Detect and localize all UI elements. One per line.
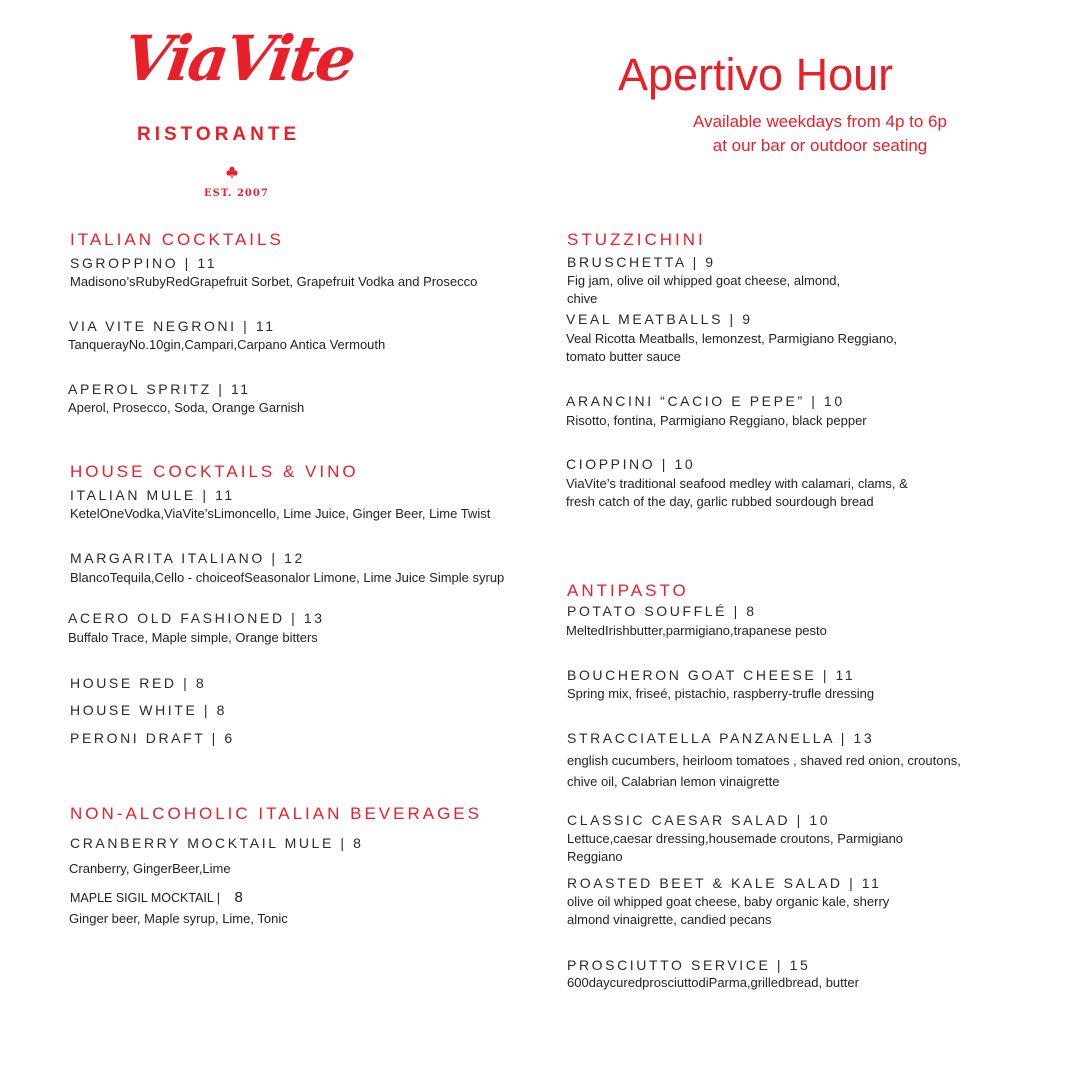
club-icon xyxy=(226,166,238,178)
menu-item-description: Cranberry, GingerBeer,Lime xyxy=(69,861,231,876)
menu-item-description: Risotto, fontina, Parmigiano Reggiano, black pepper xyxy=(566,413,867,428)
availability-line: Available weekdays from 4p to 6p xyxy=(693,112,947,131)
menu-item-description: Buffalo Trace, Maple simple, Orange bitters xyxy=(68,630,318,645)
availability-note xyxy=(640,110,1000,158)
logo-subtitle: RISTORANTE xyxy=(137,124,301,145)
menu-item-name: CLASSIC CAESAR SALAD | 10 xyxy=(567,812,831,828)
menu-item-name: BOUCHERON GOAT CHEESE | 11 xyxy=(567,667,856,683)
menu-item-name: VEAL MEATBALLS | 9 xyxy=(566,311,753,327)
menu-item-description: 600daycuredprosciuttodiParma,grilledbread, butter xyxy=(567,975,859,990)
logo-script: ViaVite xyxy=(118,22,358,95)
menu-item-name: SGROPPINO | 11 xyxy=(70,255,218,271)
menu-item-name: HOUSE WHITE | 8 xyxy=(70,702,227,718)
menu-item-description xyxy=(566,475,908,511)
description-line: Reggiano xyxy=(567,849,623,864)
menu-item-name: POTATO SOUFFLÉ | 8 xyxy=(567,603,757,619)
menu-item-name: BRUSCHETTA | 9 xyxy=(567,254,716,270)
menu-item-name: ACERO OLD FASHIONED | 13 xyxy=(68,610,325,626)
description-line: tomato butter sauce xyxy=(566,349,681,364)
section-title-antipasto: ANTIPASTO xyxy=(567,581,689,600)
description-line: chive xyxy=(567,291,598,306)
description-line: ViaVite’s traditional seafood medley with calamari, clams, & xyxy=(566,476,908,491)
restaurant-logo xyxy=(118,20,358,199)
menu-item-name: CIOPPINO | 10 xyxy=(566,456,696,472)
logo-established: EST. 2007 xyxy=(204,188,269,199)
menu-item-description: Ginger beer, Maple syrup, Lime, Tonic xyxy=(69,911,288,926)
menu-item-label: MAPLE SIGIL MOCKTAIL | xyxy=(70,891,221,905)
description-line: Fig jam, olive oil whipped goat cheese, almond, xyxy=(567,273,841,288)
description-line: chive oil, Calabrian lemon vinaigrette xyxy=(567,774,780,789)
description-line: english cucumbers, heirloom tomatoes , shaved red onion, croutons, xyxy=(567,753,961,768)
availability-line: at our bar or outdoor seating xyxy=(712,136,928,155)
menu-item-name: ARANCINI “CACIO E PEPE” | 10 xyxy=(566,393,845,409)
menu-item-name: APEROL SPRITZ | 11 xyxy=(68,381,251,397)
menu-item-description: MeltedIrishbutter,parmigiano,trapanese pesto xyxy=(566,623,827,638)
menu-item-price: 8 xyxy=(234,889,244,906)
page-title: Apertivo Hour xyxy=(618,49,894,100)
description-line: almond vinaigrette, candied pecans xyxy=(567,912,772,927)
menu-item-description: Spring mix, friseé, pistachio, raspberry-trufle dressing xyxy=(567,686,875,701)
menu-item-description xyxy=(566,330,897,366)
section-title-stuzzichini: STUZZICHINI xyxy=(567,230,706,249)
menu-item-description: BlancoTequila,Cello - choiceofSeasonalor Limone, Lime Juice Simple syrup xyxy=(70,570,505,585)
menu-item-description xyxy=(567,893,889,929)
menu-item-description: Madisono’sRubyRedGrapefruit Sorbet, Grapefruit Vodka and Prosecco xyxy=(70,274,478,289)
menu-item-name: STRACCIATELLA PANZANELLA | 13 xyxy=(567,730,875,746)
menu-item-description xyxy=(567,272,840,308)
menu-item-name xyxy=(70,889,243,907)
section-title-house-cocktails: HOUSE COCKTAILS & VINO xyxy=(70,462,359,481)
menu-item-name: ITALIAN MULE | 11 xyxy=(70,487,235,503)
menu-item-description xyxy=(567,750,961,792)
description-line: Veal Ricotta Meatballs, lemonzest, Parmigiano Reggiano, xyxy=(566,331,897,346)
menu-item-name: PROSCIUTTO SERVICE | 15 xyxy=(567,957,811,973)
menu-item-description xyxy=(567,830,903,866)
description-line: fresh catch of the day, garlic rubbed sourdough bread xyxy=(566,494,874,509)
menu-item-name: HOUSE RED | 8 xyxy=(70,675,207,691)
menu-item-description: TanquerayNo.10gin,Campari,Carpano Antica Vermouth xyxy=(68,337,386,352)
menu-item-name: ROASTED BEET & KALE SALAD | 11 xyxy=(567,875,882,891)
description-line: Lettuce,caesar dressing,housemade croutons, Parmigiano xyxy=(567,831,904,846)
menu-item-name: CRANBERRY MOCKTAIL MULE | 8 xyxy=(70,835,364,851)
menu-item-name: MARGARITA ITALIANO | 12 xyxy=(70,550,305,566)
section-title-non-alcoholic: NON-ALCOHOLIC ITALIAN BEVERAGES xyxy=(70,804,482,823)
menu-item-name: VIA VITE NEGRONI | 11 xyxy=(69,318,276,334)
description-line: olive oil whipped goat cheese, baby organic kale, sherry xyxy=(567,894,890,909)
menu-item-description: KetelOneVodka,ViaVite’sLimoncello, Lime Juice, Ginger Beer, Lime Twist xyxy=(70,506,491,521)
section-title-italian-cocktails: ITALIAN COCKTAILS xyxy=(70,230,284,249)
menu-item-name: PERONI DRAFT | 6 xyxy=(70,730,235,746)
menu-item-description: Aperol, Prosecco, Soda, Orange Garnish xyxy=(68,400,305,415)
